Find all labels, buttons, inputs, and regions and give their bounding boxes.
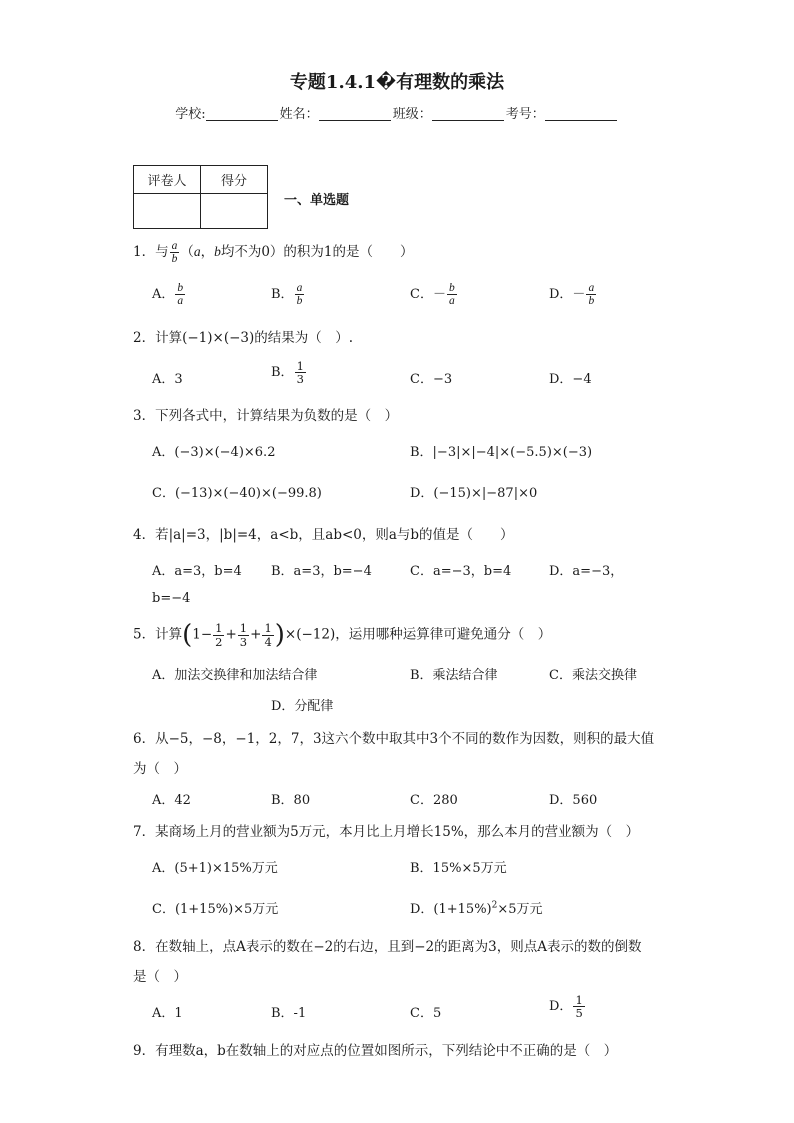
name-label: 姓名：	[279, 107, 319, 122]
q8-option-a[interactable]: A．1	[152, 1006, 183, 1021]
score-cell[interactable]	[201, 194, 268, 229]
question-6: 6．从−5，−8，−1，2，7，3这六个数中取其中3个不同的数作为因数，则积的最大值	[133, 731, 655, 747]
q2-option-d[interactable]: D．−4	[549, 372, 592, 387]
question-8-continued: 是（ ）	[133, 969, 187, 985]
q1-option-b[interactable]: B． $\frac{a}{b}$	[271, 282, 303, 308]
q4-option-a[interactable]: A．a=3，b=4	[152, 564, 242, 579]
q8-option-d[interactable]: D． $\frac{1}{5}$	[549, 993, 583, 1021]
score-header: 得分	[201, 166, 268, 194]
q2-option-c[interactable]: C．−3	[410, 372, 453, 387]
q5-option-d[interactable]: D．分配律	[271, 699, 334, 714]
q7-option-a[interactable]: A．(5+1)×15%万元	[152, 861, 278, 876]
question-5: 5．计算(1− $\frac{1}{2}$ + $\frac{1}{3}$ + $\frac{1}{4}$ )×(−12)，运用哪种运算律可避免通分（ ）	[133, 620, 552, 650]
q1-option-d[interactable]: D．－ $\frac{a}{b}$	[549, 282, 595, 308]
q4-option-d-continued: b=−4	[152, 591, 191, 606]
q5-option-a[interactable]: A．加法交换律和加法结合律	[152, 668, 318, 683]
q6-option-a[interactable]: A．42	[152, 793, 191, 808]
q4-option-d[interactable]: D．a=−3，	[549, 564, 624, 579]
q3-option-c[interactable]: C．(−13)×(−40)×(−99.8)	[152, 486, 322, 501]
q3-option-b[interactable]: B．|−3|×|−4|×(−5.5)×(−3)	[410, 445, 593, 460]
q1-option-c[interactable]: C．－ $\frac{b}{a}$	[410, 282, 455, 308]
q4-option-c[interactable]: C．a=−3，b=4	[410, 564, 512, 579]
class-blank[interactable]	[432, 106, 504, 121]
q6-option-d[interactable]: D．560	[549, 793, 598, 808]
q3-option-a[interactable]: A．(−3)×(−4)×6.2	[152, 445, 276, 460]
question-2: 2．计算(−1)×(−3)的结果为（ ）.	[133, 330, 354, 346]
q2-option-b[interactable]: B． $\frac{1}{3}$	[271, 359, 304, 387]
reviewer-header: 评卷人	[134, 166, 201, 194]
number-blank[interactable]	[545, 106, 617, 121]
q5-option-b[interactable]: B．乘法结合律	[410, 668, 498, 683]
fraction: $\frac{a}{b}$	[171, 240, 178, 266]
page-title: 专题1.4.1�有理数的乘法	[289, 72, 505, 93]
question-6-continued: 为（ ）	[133, 761, 187, 777]
number-label: 考号：	[505, 107, 545, 122]
question-9: 9．有理数a，b在数轴上的对应点的位置如图所示，下列结论中不正确的是（ ）	[133, 1043, 618, 1059]
score-table	[133, 165, 268, 229]
class-label: 班级：	[392, 107, 432, 122]
q7-option-d[interactable]: D．$(1+15\%)^2\times 5$万元	[410, 900, 543, 917]
question-1: 1．与 $\frac{a}{b}$ （a，b均不为0）的积为1的是（ ）	[133, 240, 414, 266]
student-info-line	[0, 103, 794, 122]
q4-option-b[interactable]: B．a=3，b=−4	[271, 564, 372, 579]
q2-option-a[interactable]: A．3	[152, 372, 183, 387]
name-blank[interactable]	[319, 106, 391, 121]
question-8: 8．在数轴上，点A表示的数在−2的右边，且到−2的距离为3，则点A表示的数的倒数	[133, 939, 642, 955]
q1-option-a[interactable]: A． $\frac{b}{a}$	[152, 282, 184, 308]
section-title: 一、单选题	[284, 193, 350, 208]
q7-option-c[interactable]: C．(1+15%)×5万元	[152, 902, 279, 917]
reviewer-cell[interactable]	[134, 194, 201, 229]
q3-option-d[interactable]: D．(−15)×|−87|×0	[410, 486, 538, 501]
school-label: 学校:	[175, 107, 206, 122]
question-7: 7．某商场上月的营业额为5万元，本月比上月增长15%，那么本月的营业额为（ ）	[133, 824, 640, 840]
q6-option-c[interactable]: C．280	[410, 793, 458, 808]
q8-option-c[interactable]: C．5	[410, 1006, 442, 1021]
school-blank[interactable]	[206, 106, 278, 121]
question-3: 3．下列各式中，计算结果为负数的是（ ）	[133, 408, 399, 424]
question-4: 4．若|a|=3，|b|=4，a<b，且ab<0，则a与b的值是（ ）	[133, 527, 514, 543]
q7-option-b[interactable]: B．15%×5万元	[410, 861, 507, 876]
q6-option-b[interactable]: B．80	[271, 793, 311, 808]
q8-option-b[interactable]: B．-1	[271, 1006, 307, 1021]
q5-option-c[interactable]: C．乘法交换律	[549, 668, 637, 683]
